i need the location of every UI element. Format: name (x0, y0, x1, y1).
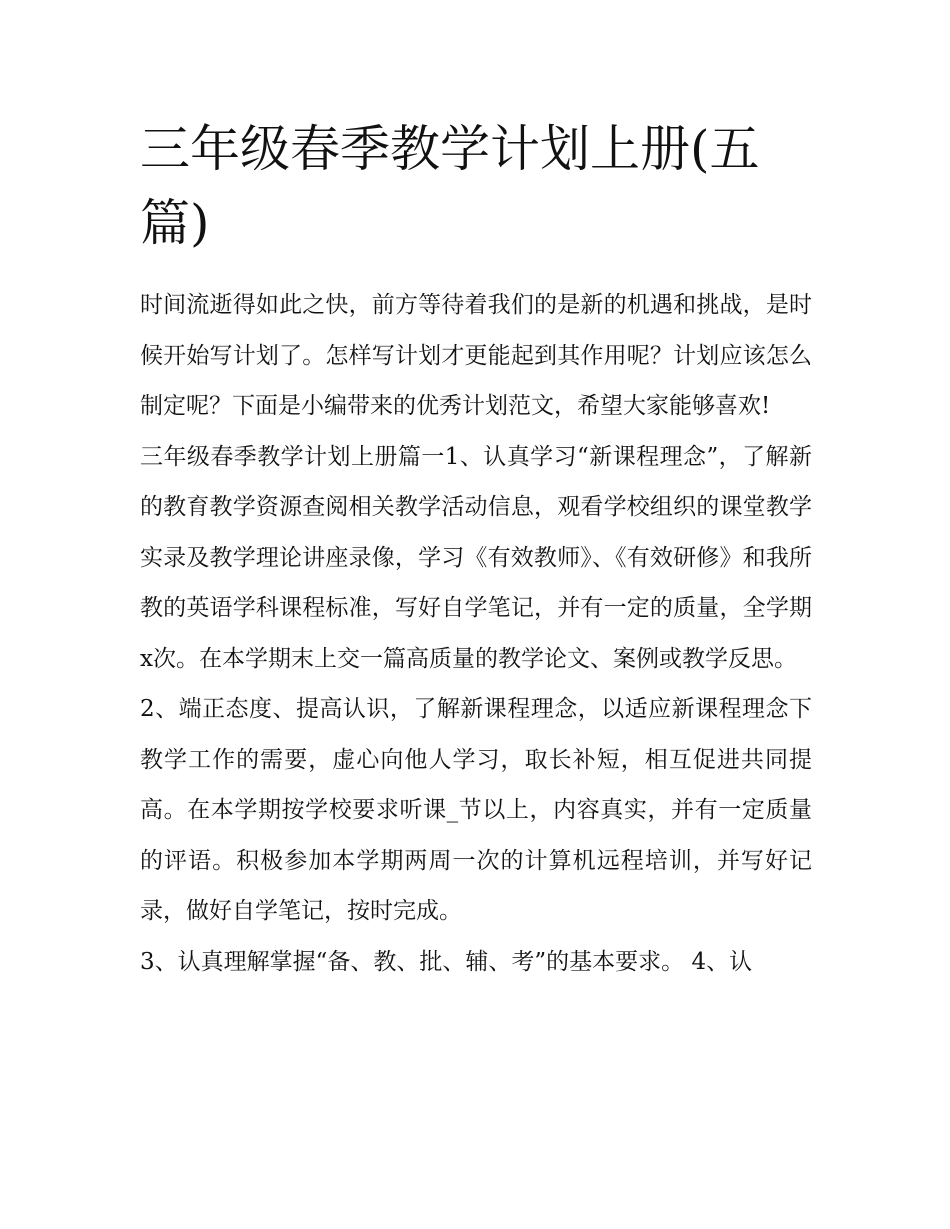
body-paragraph-1: 三年级春季教学计划上册篇一1、认真学习“新课程理念”，了解新的教育教学资源查阅相关教学活动信息，观看学校组织的课堂教学实录及教学理论讲座录像，学习《有效教师》、《有效研修》和我所教的英语学科课程标准，写好自学笔记，并有一定的质量，全学期x次。在本学期末上交一篇高质量的教学论文、案例或教学反思。 (140, 443, 812, 672)
document-title: 三年级春季教学计划上册(五篇) (140, 120, 760, 252)
body-paragraph-3: 3、认真理解掌握“备、教、批、辅、考”的基本要求。 4、认 (140, 948, 753, 975)
body-paragraph-2: 2、端正态度、提高认识，了解新课程理念，以适应新课程理念下教学工作的需要，虚心向他人学习，取长补短，相互促进共同提高。在本学期按学校要求听课_节以上，内容真实，并有一定质量的评语。积极参加本学期两周一次的计算机远程培训，并写好记录，做好自学笔记，按时完成。 (140, 696, 812, 924)
document-page (140, 112, 812, 987)
intro-paragraph: 时间流逝得如此之快，前方等待着我们的是新的机遇和挑战，是时候开始写计划了。怎样写计划才更能起到其作用呢？计划应该怎么制定呢？下面是小编带来的优秀计划范文，希望大家能够喜欢! (140, 292, 812, 419)
